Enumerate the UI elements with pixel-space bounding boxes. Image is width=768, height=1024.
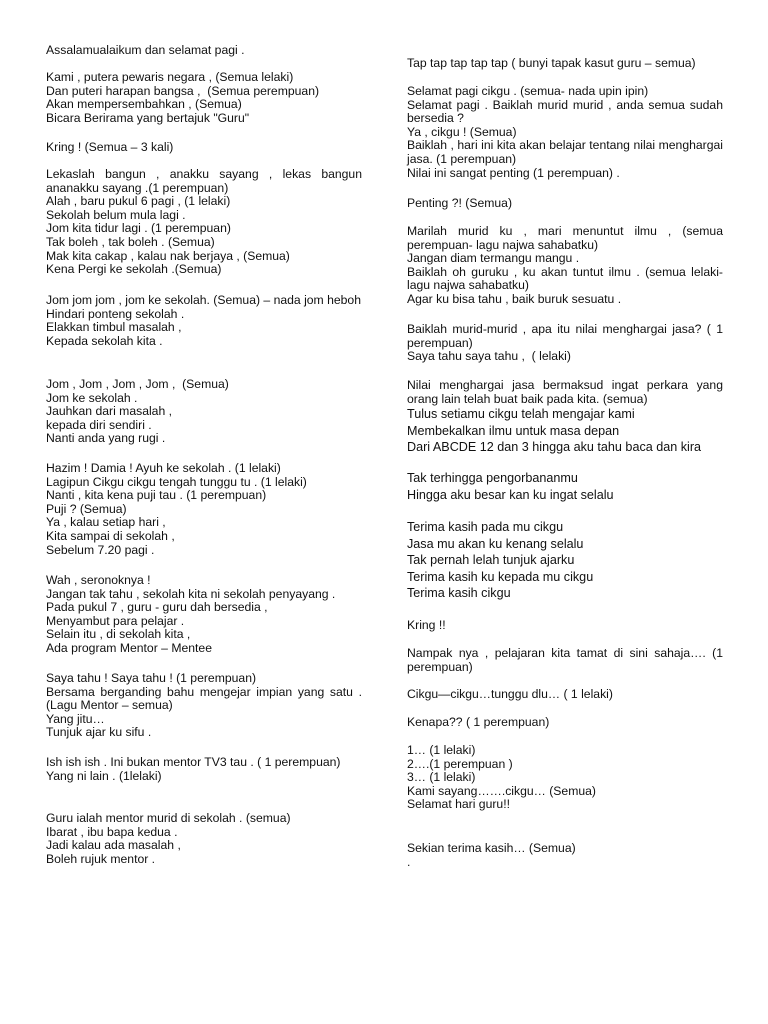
dialogue-line: Selamat hari guru!!: [407, 797, 510, 812]
dialogue-paragraph: [46, 168, 362, 277]
dialogue-line: Terima kasih pada mu cikgu: [407, 520, 564, 534]
dialogue-line: Kita sampai di sekolah ,: [46, 528, 175, 543]
dialogue-line: Boleh rujuk mentor .: [46, 851, 156, 866]
dialogue-line: Yang ni lain . (1lelaki): [46, 768, 162, 783]
dialogue-line: Kepada sekolah kita .: [46, 333, 163, 348]
dialogue-line: Lagipun Cikgu cikgu tengah tunggu tu . (1 lelaki): [46, 474, 307, 489]
dialogue-line: Jangan diam termangu mangu .: [407, 251, 580, 266]
dialogue-line: Kami sayang…….cikgu… (Semua): [407, 783, 596, 798]
dialogue-line: Alah , baru pukul 6 pagi , (1 lelaki): [46, 194, 231, 209]
dialogue-line: Mak kita cakap , kalau nak berjaya , (Semua): [46, 248, 290, 263]
dialogue-line: Jom , Jom , Jom , Jom , (Semua): [46, 377, 229, 391]
dialogue-line: Ibarat , ibu bapa kedua .: [46, 824, 178, 839]
dialogue-line: Hazim ! Damia ! Ayuh ke sekolah . (1 lelaki): [46, 461, 281, 475]
dialogue-paragraph: [46, 574, 362, 656]
dialogue-paragraph: [46, 141, 362, 155]
dialogue-line: Puji ? (Semua): [46, 501, 127, 516]
dialogue-paragraph: [407, 323, 723, 364]
dialogue-paragraph: [407, 85, 723, 180]
dialogue-paragraph: [407, 225, 723, 307]
dialogue-line: Nanti anda yang rugi .: [46, 431, 166, 446]
dialogue-line: Jangan tak tahu , sekolah kita ni sekolah penyayang .: [46, 586, 336, 601]
dialogue-paragraph: [407, 379, 723, 406]
dialogue-line: Jom jom jom , jom ke sekolah. (Semua) – nada jom heboh: [46, 293, 361, 307]
dialogue-line: Ya , kalau setiap hari ,: [46, 515, 166, 530]
dialogue-paragraph: [407, 619, 723, 633]
dialogue-line: Jauhkan dari masalah ,: [46, 404, 173, 419]
dialogue-paragraph: [407, 470, 723, 503]
dialogue-line: Kring ! (Semua – 3 kali): [46, 140, 174, 154]
dialogue-line: Selamat pagi . Baiklah murid murid , anda semua sudah bersedia ?: [407, 97, 723, 126]
dialogue-line: Yang jitu…: [46, 711, 105, 726]
dialogue-paragraph: [407, 406, 723, 456]
dialogue-line: Membekalkan ilmu untuk masa depan: [407, 423, 620, 438]
dialogue-line: Hingga aku besar kan ku ingat selalu: [407, 487, 614, 502]
dialogue-paragraph: [46, 294, 362, 348]
dialogue-line: Kena Pergi ke sekolah .(Semua): [46, 262, 222, 277]
dialogue-line: Pada pukul 7 , guru - guru dah bersedia ,: [46, 600, 268, 615]
dialogue-paragraph: [407, 647, 723, 674]
dialogue-line: Jom kita tidur lagi . (1 perempuan): [46, 221, 231, 236]
dialogue-line: Terima kasih cikgu: [407, 586, 511, 600]
dialogue-line: Saya tahu ! Saya tahu ! (1 perempuan): [46, 671, 257, 685]
dialogue-line: Selamat pagi cikgu . (semua- nada upin ipin): [407, 84, 649, 98]
dialogue-line: Baiklah murid-murid , apa itu nilai menghargai jasa? ( 1 perempuan): [407, 322, 723, 350]
dialogue-line: 3… (1 lelaki): [407, 770, 476, 785]
dialogue-line: Tulus setiamu cikgu telah mengajar kami: [407, 407, 635, 421]
dialogue-line: Penting ?! (Semua): [407, 196, 513, 210]
dialogue-paragraph: [407, 197, 723, 211]
dialogue-line: Marilah murid ku , mari menuntut ilmu , (semua perempuan- lagu najwa sahabatku): [407, 224, 723, 252]
dialogue-line: Sekolah belum mula lagi .: [46, 207, 186, 222]
dialogue-line: Elakkan timbul masalah ,: [46, 320, 182, 335]
dialogue-line: Lekaslah bangun , anakku sayang , lekas bangun ananakku sayang .(1 perempuan): [46, 167, 362, 195]
dialogue-line: Nilai menghargai jasa bermaksud ingat perkara yang orang lain telah buat baik pada kita. (semua): [407, 378, 723, 406]
dialogue-paragraph: [407, 519, 723, 602]
dialogue-line: 2….(1 perempuan ): [407, 756, 513, 771]
dialogue-line: Tak boleh , tak boleh . (Semua): [46, 234, 215, 249]
dialogue-paragraph: [407, 842, 723, 869]
dialogue-line: Baiklah oh guruku , ku akan tuntut ilmu . (semua lelaki-lagu najwa sahabatku): [407, 264, 723, 293]
dialogue-line: Ya , cikgu ! (Semua): [407, 124, 517, 139]
dialogue-line: Saya tahu saya tahu , ( lelaki): [407, 349, 571, 364]
dialogue-line: Kenapa?? ( 1 perempuan): [407, 715, 550, 729]
dialogue-line: Hindari ponteng sekolah .: [46, 306, 185, 321]
dialogue-paragraph: [407, 688, 723, 702]
dialogue-paragraph: [46, 756, 362, 783]
dialogue-paragraph: [46, 44, 362, 58]
dialogue-paragraph: [46, 378, 362, 446]
dialogue-line: Terima kasih ku kepada mu cikgu: [407, 569, 594, 584]
dialogue-paragraph: [46, 672, 362, 740]
dialogue-paragraph: [46, 812, 362, 866]
dialogue-line: Kami , putera pewaris negara , (Semua lelaki): [46, 70, 294, 84]
dialogue-line: Agar ku bisa tahu , baik buruk sesuatu .: [407, 291, 622, 306]
dialogue-line: Bicara Berirama yang bertajuk "Guru": [46, 110, 250, 125]
dialogue-paragraph: [46, 71, 362, 125]
dialogue-line: Tunjuk ajar ku sifu .: [46, 725, 152, 740]
dialogue-line: .: [407, 854, 411, 869]
dialogue-line: Sekian terima kasih… (Semua): [407, 841, 576, 855]
dialogue-line: Nanti , kita kena puji tau . (1 perempuan): [46, 488, 267, 503]
dialogue-line: Guru ialah mentor murid di sekolah . (semua): [46, 811, 291, 825]
dialogue-line: Cikgu—cikgu…tunggu dlu… ( 1 lelaki): [407, 687, 613, 701]
dialogue-paragraph: [407, 57, 723, 71]
dialogue-line: Jom ke sekolah .: [46, 390, 138, 405]
dialogue-line: Menyambut para pelajar .: [46, 613, 185, 628]
dialogue-line: Dari ABCDE 12 dan 3 hingga aku tahu baca dan kira: [407, 440, 702, 454]
dialogue-line: Selain itu , di sekolah kita ,: [46, 627, 191, 642]
dialogue-line: Nilai ini sangat penting (1 perempuan) .: [407, 165, 620, 180]
dialogue-paragraph: [407, 744, 723, 812]
dialogue-line: Nampak nya , pelajaran kita tamat di sini sahaja…. (1 perempuan): [407, 646, 723, 674]
dialogue-line: Sebelum 7.20 pagi .: [46, 542, 155, 557]
dialogue-line: Bersama berganding bahu mengejar impian yang satu . (Lagu Mentor – semua): [46, 684, 362, 713]
dialogue-line: Baiklah , hari ini kita akan belajar tentang nilai menghargai jasa. (1 perempuan): [407, 138, 723, 166]
dialogue-line: Dan puteri harapan bangsa , (Semua perempuan): [46, 83, 320, 98]
dialogue-line: Kring !!: [407, 618, 446, 632]
dialogue-line: Akan mempersembahkan , (Semua): [46, 97, 242, 112]
dialogue-line: Tap tap tap tap tap ( bunyi tapak kasut guru – semua): [407, 56, 696, 70]
dialogue-line: Tak pernah lelah tunjuk ajarku: [407, 553, 575, 567]
dialogue-line: kepada diri sendiri .: [46, 417, 152, 432]
dialogue-line: Ada program Mentor – Mentee: [46, 640, 212, 655]
dialogue-line: Assalamualaikum dan selamat pagi .: [46, 43, 245, 57]
dialogue-line: Ish ish ish . Ini bukan mentor TV3 tau . ( 1 perempuan): [46, 755, 341, 769]
dialogue-line: Wah , seronoknya !: [46, 573, 151, 587]
dialogue-line: Jasa mu akan ku kenang selalu: [407, 536, 584, 551]
dialogue-paragraph: [46, 462, 362, 557]
dialogue-line: 1… (1 lelaki): [407, 743, 476, 757]
dialogue-line: Jadi kalau ada masalah ,: [46, 838, 181, 853]
dialogue-paragraph: [407, 716, 723, 730]
dialogue-line: Tak terhingga pengorbananmu: [407, 471, 578, 485]
